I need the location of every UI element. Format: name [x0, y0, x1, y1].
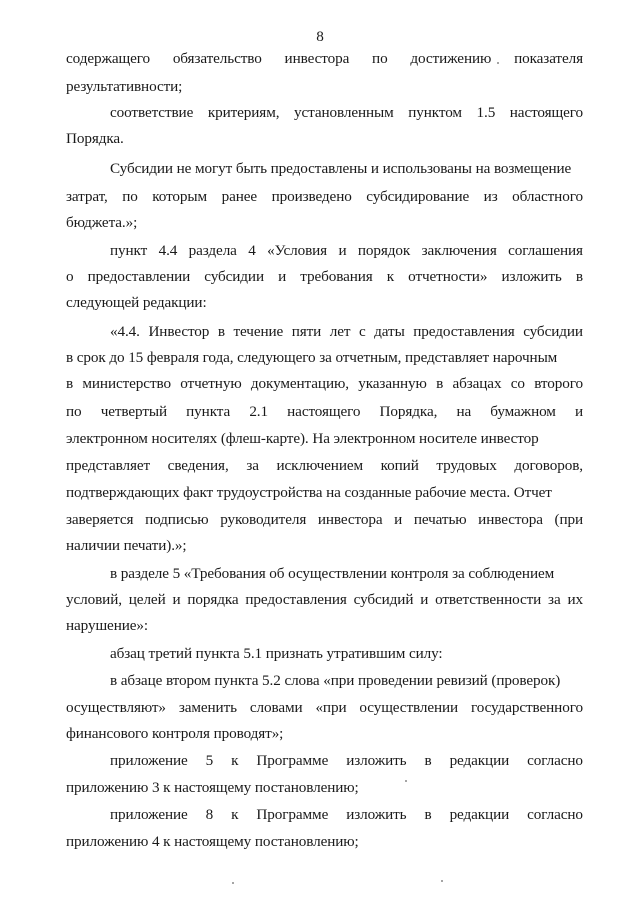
word: руководителя: [220, 511, 307, 528]
scan-speck: [441, 880, 443, 882]
word: настоящего: [509, 104, 583, 121]
word: «4.4.: [110, 323, 140, 340]
word: по: [122, 188, 138, 205]
word: указанную: [358, 375, 427, 392]
word: о: [66, 268, 74, 285]
text-line: приложению 4 к настоящему постановлению;: [66, 833, 359, 850]
word: заверяется: [66, 511, 134, 528]
word: обязательство: [172, 50, 262, 67]
word: предоставления: [245, 591, 347, 608]
word: субсидии: [523, 323, 583, 340]
word: требования: [300, 268, 373, 285]
text-line: в абзаце втором пункта 5.2 слова «при проведении ревизий (проверок): [110, 672, 561, 689]
word: подписью: [145, 511, 209, 528]
word: и: [338, 242, 347, 259]
word: в: [424, 752, 432, 769]
word: сведения,: [167, 457, 229, 474]
word: к: [231, 752, 239, 769]
word: четвертый: [100, 403, 167, 420]
scan-speck: [232, 882, 234, 884]
scan-speck: [497, 62, 499, 64]
word: ответственности: [435, 591, 542, 608]
word: условий,: [66, 591, 122, 608]
word: приложение: [110, 752, 188, 769]
text-line: электронном носителях (флеш-карте). На электронном носителе инвестор: [66, 430, 539, 447]
word: достижению: [410, 50, 492, 67]
word: затрат,: [66, 188, 108, 205]
word: пяти: [291, 323, 322, 340]
word: 4.4: [158, 242, 178, 259]
text-line: [110, 752, 583, 770]
word: областного: [512, 188, 583, 205]
word: Программе: [256, 806, 329, 823]
word: течение: [233, 323, 284, 340]
word: по: [372, 50, 388, 67]
word: со: [510, 375, 525, 392]
word: приложение: [110, 806, 188, 823]
word: печатью: [413, 511, 467, 528]
word: Инвестор: [148, 323, 210, 340]
word: редакции: [449, 806, 510, 823]
word: «Условия: [267, 242, 328, 259]
word: пункта: [186, 403, 231, 420]
word: на: [456, 403, 472, 420]
word: 2.1: [249, 403, 268, 420]
word: раздела: [188, 242, 237, 259]
word: второго: [534, 375, 583, 392]
text-line: [66, 375, 583, 393]
word: изложить: [346, 806, 407, 823]
word: субсидии: [204, 268, 264, 285]
word: целей: [128, 591, 166, 608]
word: соглашения: [508, 242, 583, 259]
word: 1.5: [476, 104, 496, 121]
word: к: [231, 806, 239, 823]
text-line: [110, 104, 583, 122]
text-line: в разделе 5 «Требования об осуществлении контроля за соблюдением: [110, 565, 555, 582]
word: в: [436, 375, 444, 392]
word: по: [66, 403, 82, 420]
word: которым: [152, 188, 208, 205]
word: из: [483, 188, 498, 205]
text-line: бюджета.»;: [66, 214, 138, 231]
text-line: [66, 268, 583, 286]
text-line: подтверждающих факт трудоустройства на созданные рабочие места. Отчет: [66, 484, 552, 501]
word: субсидий: [353, 591, 414, 608]
word: предоставлении: [87, 268, 191, 285]
word: Порядка,: [379, 403, 438, 420]
text-line: [66, 457, 583, 475]
word: содержащего: [66, 50, 150, 67]
scan-speck: [405, 780, 407, 782]
word: с: [358, 323, 366, 340]
word: критериям,: [207, 104, 280, 121]
text-line: наличии печати).»;: [66, 537, 187, 554]
word: показателя: [514, 50, 583, 67]
page-number: 8: [316, 28, 324, 45]
word: заключения: [421, 242, 497, 259]
text-line: результативности;: [66, 78, 183, 95]
text-line: [110, 806, 583, 824]
word: к: [386, 268, 395, 285]
text-line: [110, 242, 583, 260]
text-line: абзац третий пункта 5.1 признать утратившим силу:: [110, 645, 443, 662]
word: и: [420, 591, 429, 608]
word: и: [172, 591, 181, 608]
word: в: [217, 323, 225, 340]
word: и: [574, 403, 583, 420]
word: инвестора: [478, 511, 543, 528]
word: порядка: [187, 591, 239, 608]
word: изложить: [346, 752, 407, 769]
text-line: [66, 403, 583, 421]
word: редакции: [449, 752, 510, 769]
word: согласно: [527, 806, 583, 823]
word: произведено: [271, 188, 352, 205]
text-line: [66, 591, 583, 609]
word: установленным: [293, 104, 394, 121]
word: министерство: [82, 375, 171, 392]
text-line: [66, 188, 583, 206]
word: даты: [374, 323, 405, 340]
word: соответствие: [110, 104, 194, 121]
text-line: следующей редакции:: [66, 294, 207, 311]
word: за: [548, 591, 561, 608]
word: документацию,: [250, 375, 349, 392]
word: в: [575, 268, 583, 285]
word: копий: [380, 457, 419, 474]
text-line: [110, 323, 583, 341]
word: согласно: [527, 752, 583, 769]
word: осуществлении: [359, 699, 459, 716]
text-line: [66, 699, 583, 717]
text-line: в срок до 15 февраля года, следующего за отчетным, представляет нарочным: [66, 349, 558, 366]
word: словами: [249, 699, 303, 716]
word: договоров,: [514, 457, 583, 474]
word: ранее: [221, 188, 258, 205]
word: 5: [205, 752, 214, 769]
word: осуществляют»: [66, 699, 166, 716]
word: настоящего: [287, 403, 361, 420]
word: исключением: [276, 457, 363, 474]
word: в: [66, 375, 74, 392]
word: трудовых: [436, 457, 497, 474]
word: Программе: [256, 752, 329, 769]
word: за: [246, 457, 259, 474]
text-line: нарушение»:: [66, 617, 149, 634]
word: абзацах: [452, 375, 502, 392]
word: инвестора: [284, 50, 350, 67]
text-line: приложению 3 к настоящему постановлению;: [66, 779, 359, 796]
word: и: [278, 268, 287, 285]
word: государственного: [470, 699, 583, 716]
text-line: финансового контроля проводят»;: [66, 725, 284, 742]
word: субсидирование: [366, 188, 470, 205]
word: представляет: [66, 457, 151, 474]
word: пунктом: [408, 104, 462, 121]
word: пункт: [110, 242, 148, 259]
word: бумажном: [490, 403, 556, 420]
text-line: [66, 50, 583, 68]
text-line: Порядка.: [66, 130, 124, 147]
text-line: [66, 511, 583, 529]
word: их: [567, 591, 583, 608]
word: изложить: [501, 268, 562, 285]
word: инвестора: [317, 511, 383, 528]
word: (при: [554, 511, 583, 528]
word: отчетности»: [408, 268, 488, 285]
word: лет: [329, 323, 351, 340]
text-line: Субсидии не могут быть предоставлены и использованы на возмещение: [110, 160, 572, 177]
word: «при: [315, 699, 347, 716]
word: 4: [248, 242, 256, 259]
word: отчетную: [180, 375, 242, 392]
word: в: [424, 806, 432, 823]
word: заменить: [178, 699, 237, 716]
word: и: [394, 511, 403, 528]
word: порядок: [357, 242, 411, 259]
word: 8: [205, 806, 214, 823]
word: предоставления: [413, 323, 515, 340]
